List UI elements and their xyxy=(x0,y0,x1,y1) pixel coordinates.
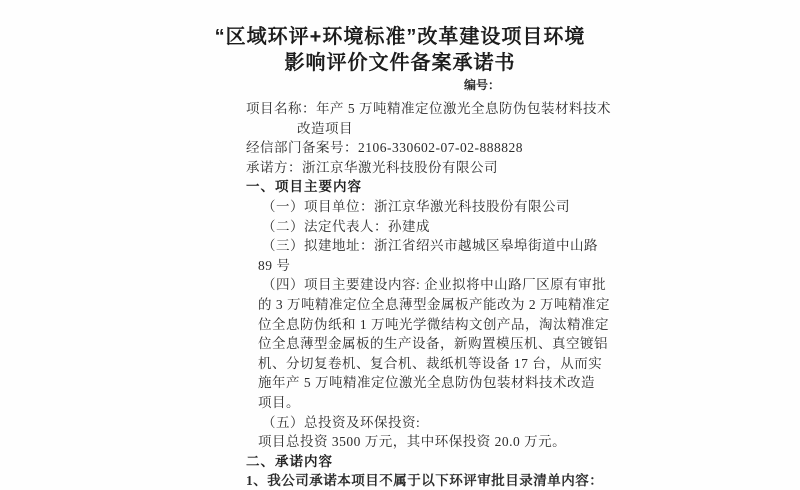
serial-number-label: 编号： xyxy=(464,78,501,92)
item-5-investment-heading: （五）总投资及环保投资: xyxy=(262,414,421,430)
item-4-content-line2: 的 3 万吨精准定位全息薄型金属板产能改为 2 万吨精准定 xyxy=(258,296,610,312)
document-title-line2: 影响评价文件备案承诺书 xyxy=(284,52,516,74)
document-title xyxy=(160,24,640,76)
promisor-line: 承诺方：浙江京华激光科技股份有限公司 xyxy=(246,159,498,175)
serial-number-row xyxy=(464,76,500,93)
item-4-construction-content: （四）项目主要建设内容: 企业拟将中山路厂区原有审批 xyxy=(262,277,607,293)
commitment-item-1: 1、我公司承诺本项目不属于以下环评审批目录清单内容： xyxy=(246,473,604,489)
item-4-content-line5: 机、分切复卷机、复合机、裁纸机等设备 17 台，从而实 xyxy=(258,355,603,371)
item-2-legal-representative: （二）法定代表人：孙建成 xyxy=(262,218,430,234)
item-4-content-line4: 位全息薄型金属板的生产设备，新购置模压机、真空镀铝 xyxy=(258,336,608,352)
record-number-line: 经信部门备案号：2106-330602-07-02-888828 xyxy=(246,140,523,156)
project-name-line: 项目名称：年产 5 万吨精准定位激光全息防伪包装材料技术 xyxy=(246,101,611,116)
section-2-heading: 二、承诺内容 xyxy=(246,453,333,469)
item-3-proposed-address: （三）拟建地址：浙江省绍兴市越城区皋埠街道中山路 xyxy=(262,238,598,254)
document-title-line1: “区域环评+环境标准”改革建设项目环境 xyxy=(214,26,586,48)
item-4-content-line7: 项目。 xyxy=(258,394,300,410)
section-1-heading: 一、项目主要内容 xyxy=(246,179,362,195)
item-1-project-unit: （一）项目单位：浙江京华激光科技股份有限公司 xyxy=(262,198,570,214)
document-body xyxy=(246,99,644,490)
item-3-address-continuation: 89 号 xyxy=(258,257,291,273)
item-5-investment-detail: 项目总投资 3500 万元，其中环保投资 20.0 万元。 xyxy=(258,434,567,450)
item-4-content-line3: 位全息防伪纸和 1 万吨光学微结构文创产品，淘汰精准定 xyxy=(258,316,609,332)
item-4-content-line6: 施年产 5 万吨精准定位激光全息防伪包装材料技术改造 xyxy=(258,375,595,391)
project-name-continuation: 改造项目 xyxy=(297,120,353,136)
